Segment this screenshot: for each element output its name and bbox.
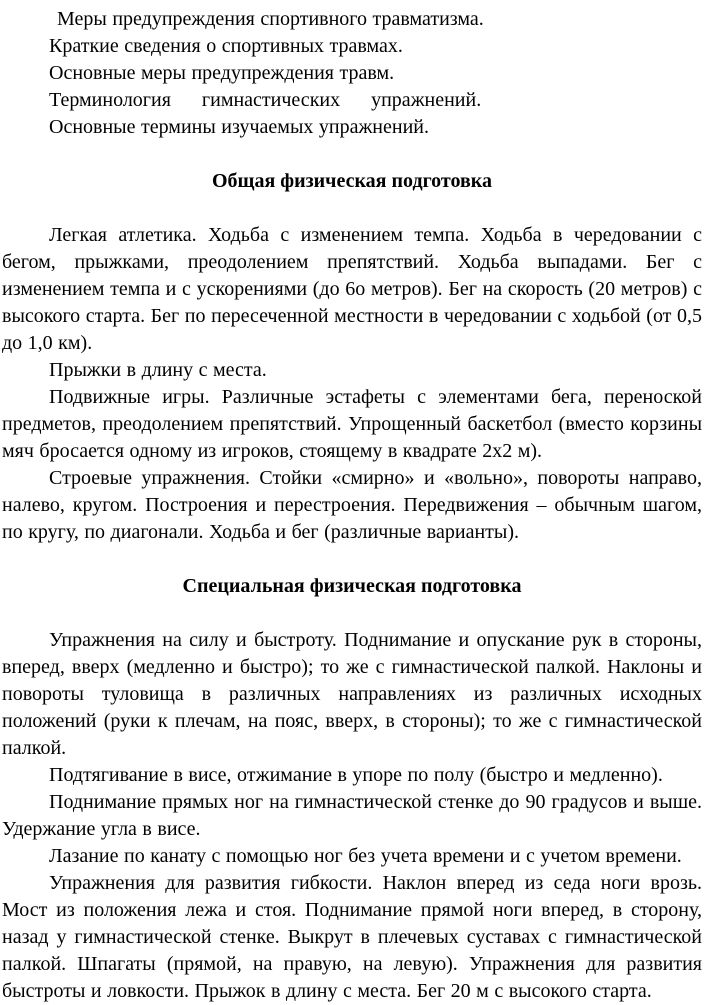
paragraph-leg-raises: Поднимание прямых ног на гимнастической стенке до 90 градусов и выше. Удержание угла в висе. xyxy=(2,791,702,840)
paragraph-active-games: Подвижные игры. Различные эстафеты с элементами бега, переноской предметов, преодолением препятствий. Упрощенный баскетбол (вместо корзины мяч бросается одному из игроков, стоящему в квадрате 2х2 м). xyxy=(2,386,702,462)
paragraph-flexibility-exercises: Упражнения для развития гибкости. Наклон вперед из седа ноги врозь. Мост из положения лежа и стоя. Поднимание прямой ноги вперед, в сторону, назад у гимнастической стенке. Выкрут в плечевых суставах с гимнастической палкой. Шпагаты (прямой, на правую, на левую). Упражнения для развития быстроты и ловкости. Прыжок в длину с места. Бег 20 м с высокого старта. xyxy=(2,872,702,1002)
paragraph-long-jump: Прыжки в длину с места. xyxy=(49,359,267,381)
paragraph-track-and-field: Легкая атлетика. Ходьба с изменением темпа. Ходьба в чередовании с бегом, прыжками, преодолением препятствий. Ходьба выпадами. Бег с изменением темпа и с ускорениями (до 6о метров). Бег на скорость (20 метров) с высокого старта. Бег по пересеченной местности в чередовании с ходьбой (от 0,5 до 1,0 км). xyxy=(2,224,702,354)
paragraph-gymnastics-terminology: Терминология гимнастических упражнений. xyxy=(49,89,482,111)
section-heading-general-physical-training: Общая физическая подготовка xyxy=(212,170,492,192)
paragraph-main-prevention-measures: Основные меры предупреждения травм. xyxy=(49,62,395,84)
section-heading-special-physical-training: Специальная физическая подготовка xyxy=(182,575,522,597)
paragraph-basic-terms: Основные термины изучаемых упражнений. xyxy=(49,116,429,138)
paragraph-drill-exercises: Строевые упражнения. Стойки «смирно» и «вольно», повороты направо, налево, кругом. Построения и перестроения. Передвижения – обычным шагом, по кругу, по диагонали. Ходьба и бег (различные варианты). xyxy=(2,467,702,543)
paragraph-pullups-pushups: Подтягивание в висе, отжимание в упоре по полу (быстро и медленно). xyxy=(49,764,663,786)
paragraph-brief-injury-info: Краткие сведения о спортивных травмах. xyxy=(49,35,403,57)
paragraph-rope-climbing: Лазание по канату с помощью ног без учета времени и с учетом времени. xyxy=(49,845,682,867)
paragraph-injury-prevention-measures: Меры предупреждения спортивного травматизма. xyxy=(57,8,484,30)
paragraph-strength-speed-exercises: Упражнения на силу и быстроту. Поднимание и опускание рук в стороны, вперед, вверх (медленно и быстро); то же с гимнастической палкой. Наклоны и повороты туловища в различных направлениях из различных исходных положений (руки к плечам, на пояс, вверх, в стороны); то же с гимнастической палкой. xyxy=(2,629,702,759)
